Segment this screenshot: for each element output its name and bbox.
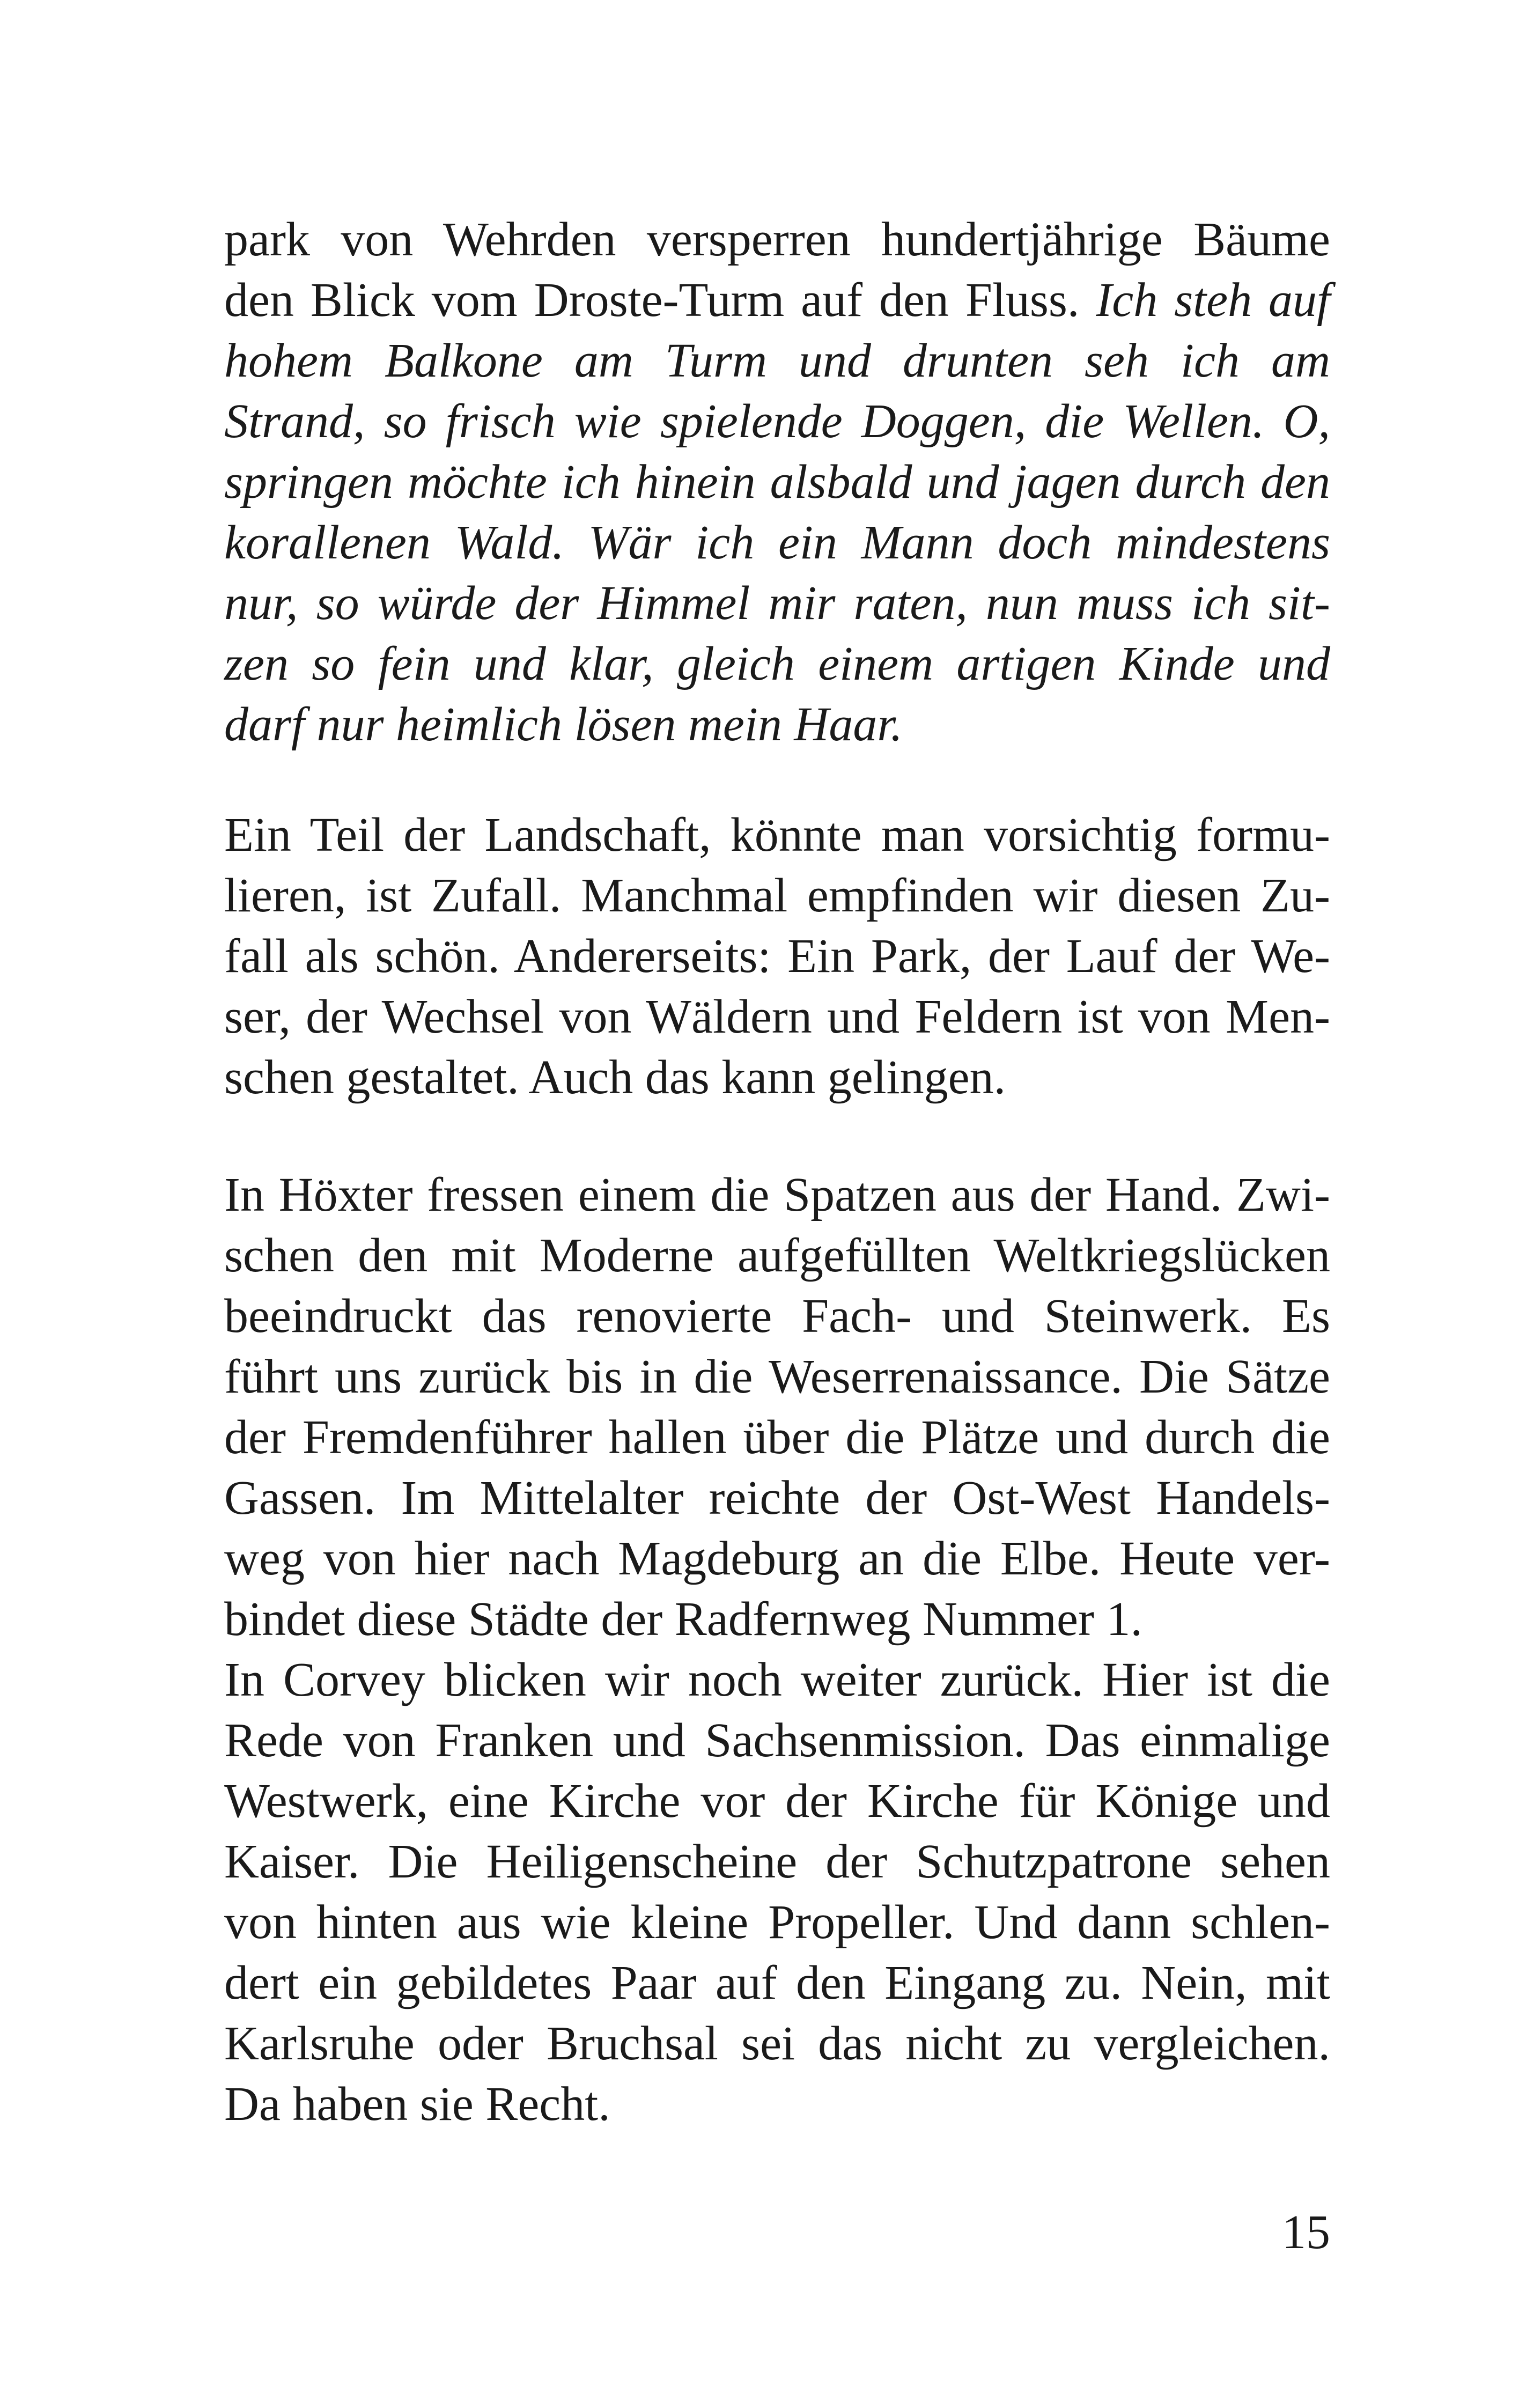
text-line — [224, 1649, 1330, 1710]
text-segment: ser, der Wechsel von Wäldern und Feldern ist von Men- — [224, 990, 1330, 1043]
text-line — [224, 1831, 1330, 1892]
text-segment: den Blick vom Droste-Turm auf den Fluss. — [224, 274, 1096, 327]
text-line — [224, 805, 1330, 865]
text-line — [224, 2074, 1330, 2134]
text-segment: In Höxter fressen einem die Spatzen aus der Hand. Zwi- — [224, 1168, 1330, 1221]
italic-quote-text: darf nur heimlich lösen mein Haar. — [224, 698, 903, 751]
text-line — [224, 1346, 1330, 1407]
italic-quote-text: korallenen Wald. Wär ich ein Mann doch mindestens — [224, 516, 1330, 569]
paragraph-1 — [224, 209, 1330, 755]
text-line — [224, 926, 1330, 986]
text-line — [224, 1407, 1330, 1468]
text-segment: park von Wehrden versperren hundertjährige Bäume — [224, 213, 1330, 266]
text-segment: In Corvey blicken wir noch weiter zurück. Hier ist die — [224, 1653, 1330, 1706]
text-line — [224, 270, 1330, 330]
text-line — [224, 512, 1330, 573]
text-segment: der Fremdenführer hallen über die Plätze und durch die — [224, 1411, 1330, 1464]
italic-quote-text: zen so fein und klar, gleich einem artigen Kinde und — [224, 637, 1330, 690]
text-line — [224, 634, 1330, 694]
text-segment: Karlsruhe oder Bruchsal sei das nicht zu vergleichen. — [224, 2017, 1330, 2070]
text-line — [224, 1225, 1330, 1286]
text-line — [224, 330, 1330, 391]
text-segment: beeindruckt das renovierte Fach- und Steinwerk. Es — [224, 1290, 1330, 1343]
text-line — [224, 986, 1330, 1047]
italic-quote-text: springen möchte ich hinein alsbald und jagen durch den — [224, 455, 1330, 509]
italic-quote-text: Strand, so frisch wie spielende Doggen, die Wellen. O, — [224, 395, 1330, 448]
text-line — [224, 1286, 1330, 1346]
text-segment: schen den mit Moderne aufgefüllten Weltkriegslücken — [224, 1229, 1330, 1282]
italic-quote-text: hohem Balkone am Turm und drunten seh ich am — [224, 334, 1330, 387]
text-segment: Westwerk, eine Kirche vor der Kirche für Könige und — [224, 1774, 1330, 1828]
text-segment: Da haben sie Recht. — [224, 2078, 610, 2131]
text-segment: bindet diese Städte der Radfernweg Nummer 1. — [224, 1593, 1142, 1646]
italic-quote-text: nur, so würde der Himmel mir raten, nun muss ich sit- — [224, 577, 1330, 630]
text-segment: Rede von Franken und Sachsenmission. Das einmalige — [224, 1714, 1330, 1767]
text-line — [224, 452, 1330, 512]
text-line — [224, 865, 1330, 926]
text-line — [224, 1468, 1330, 1528]
italic-quote-text: Ich steh auf — [1096, 274, 1330, 327]
text-segment: fall als schön. Andererseits: Ein Park, der Lauf der We- — [224, 930, 1330, 983]
text-line — [224, 1953, 1330, 2013]
text-line — [224, 1589, 1330, 1649]
text-segment: Kaiser. Die Heiligenscheine der Schutzpatrone sehen — [224, 1835, 1330, 1888]
text-line — [224, 1528, 1330, 1589]
paragraph-3 — [224, 1165, 1330, 2134]
text-segment: dert ein gebildetes Paar auf den Eingang zu. Nein, mit — [224, 1956, 1330, 2009]
text-line — [224, 573, 1330, 634]
text-segment: Ein Teil der Landschaft, könnte man vorsichtig formu- — [224, 808, 1330, 861]
text-line — [224, 391, 1330, 452]
text-segment: Gassen. Im Mittelalter reichte der Ost-West Handels- — [224, 1471, 1330, 1525]
text-segment: weg von hier nach Magdeburg an die Elbe. Heute ver- — [224, 1532, 1330, 1585]
text-segment: lieren, ist Zufall. Manchmal empfinden wir diesen Zu- — [224, 869, 1330, 922]
text-segment: führt uns zurück bis in die Weserrenaissance. Die Sätze — [224, 1350, 1330, 1403]
text-line — [224, 1165, 1330, 1225]
text-line — [224, 694, 1330, 755]
text-line — [224, 1047, 1330, 1108]
text-line — [224, 1710, 1330, 1771]
paragraph-2 — [224, 805, 1330, 1108]
text-line — [224, 1892, 1330, 1953]
page-number: 15 — [1282, 2206, 1330, 2259]
text-segment: schen gestaltet. Auch das kann gelingen. — [224, 1051, 1006, 1104]
text-line — [224, 2013, 1330, 2074]
text-line — [224, 209, 1330, 270]
text-segment: von hinten aus wie kleine Propeller. Und dann schlen- — [224, 1896, 1330, 1949]
text-line — [224, 1771, 1330, 1831]
